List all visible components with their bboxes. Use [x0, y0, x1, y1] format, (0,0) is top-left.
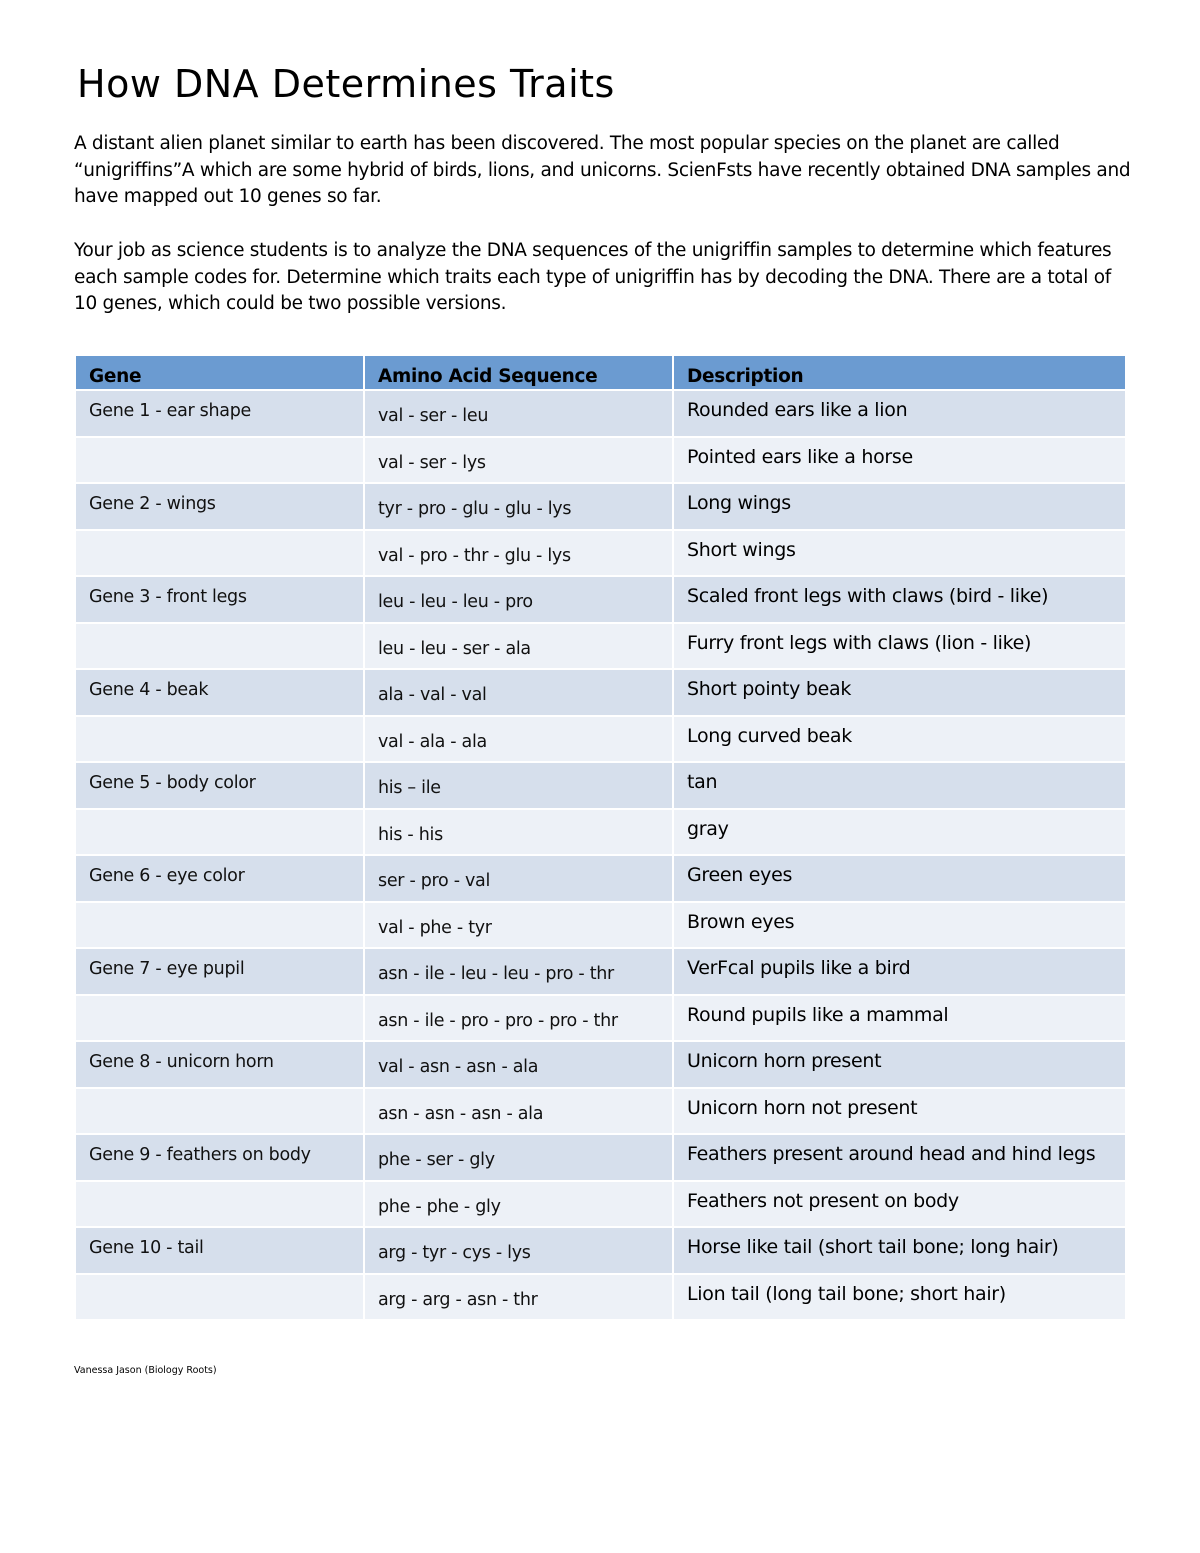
description-cell: Feathers present around head and hind legs	[674, 1135, 1125, 1180]
description-cell: VerFcal pupils like a bird	[674, 949, 1125, 994]
sequence-cell: val - phe - tyr	[365, 903, 672, 948]
gene-cell: Gene 7 - eye pupil	[76, 949, 363, 994]
gene-cell	[76, 1089, 363, 1134]
sequence-cell: asn - ile - pro - pro - pro - thr	[365, 996, 672, 1041]
footer-credit: Vanessa Jason (Biology Roots)	[74, 1365, 217, 1376]
description-cell: Unicorn horn present	[674, 1042, 1125, 1087]
description-cell: Green eyes	[674, 856, 1125, 901]
header-gene: Gene	[76, 356, 363, 389]
description-cell: tan	[674, 763, 1125, 808]
gene-cell: Gene 6 - eye color	[76, 856, 363, 901]
sequence-cell: phe - phe - gly	[365, 1182, 672, 1227]
sequence-cell: asn - ile - leu - leu - pro - thr	[365, 949, 672, 994]
table-row	[76, 391, 1125, 436]
gene-cell: Gene 2 - wings	[76, 484, 363, 529]
description-cell: Horse like tail (short tail bone; long hair)	[674, 1228, 1125, 1273]
table-row	[76, 577, 1125, 622]
sequence-cell: ala - val - val	[365, 670, 672, 715]
sequence-cell: val - ala - ala	[365, 717, 672, 762]
intro-paragraph-1: A distant alien planet similar to earth has been discovered. The most popular species on the planet are called “unigriffins”A which are some hybrid of birds, lions, and unicorns. ScienFsts have recently obtained DNA samples and have mapped out 10 genes so far.	[74, 133, 1131, 207]
table-row	[76, 903, 1125, 948]
description-cell: Short wings	[674, 531, 1125, 576]
header-amino-acid-sequence: Amino Acid Sequence	[365, 356, 672, 389]
sequence-cell: leu - leu - leu - pro	[365, 577, 672, 622]
table-row	[76, 717, 1125, 762]
description-cell: Rounded ears like a lion	[674, 391, 1125, 436]
description-cell: Short pointy beak	[674, 670, 1125, 715]
description-cell: Lion tail (long tail bone; short hair)	[674, 1275, 1125, 1320]
gene-cell: Gene 3 - front legs	[76, 577, 363, 622]
gene-cell	[76, 624, 363, 669]
table-body	[76, 391, 1125, 1319]
sequence-cell: arg - arg - asn - thr	[365, 1275, 672, 1320]
table-row	[76, 1042, 1125, 1087]
intro-paragraph-2: Your job as science students is to analyze the DNA sequences of the unigriffin samples to determine which features each sample codes for. Determine which traits each type of unigriffin has by decoding the DNA. There are a total of 10 genes, which could be two possible versions.	[74, 240, 1112, 314]
description-cell: Round pupils like a mammal	[674, 996, 1125, 1041]
table-row	[76, 1135, 1125, 1180]
table-header-row	[76, 356, 1125, 389]
sequence-cell: leu - leu - ser - ala	[365, 624, 672, 669]
gene-cell: Gene 5 - body color	[76, 763, 363, 808]
gene-cell: Gene 4 - beak	[76, 670, 363, 715]
gene-cell	[76, 903, 363, 948]
table-row	[76, 438, 1125, 483]
gene-cell	[76, 717, 363, 762]
table-row	[76, 484, 1125, 529]
header-description: Description	[674, 356, 1125, 389]
table-row	[76, 1275, 1125, 1320]
sequence-cell: val - asn - asn - ala	[365, 1042, 672, 1087]
sequence-cell: asn - asn - asn - ala	[365, 1089, 672, 1134]
table-row	[76, 996, 1125, 1041]
sequence-cell: val - ser - leu	[365, 391, 672, 436]
sequence-cell: phe - ser - gly	[365, 1135, 672, 1180]
table-row	[76, 810, 1125, 855]
gene-cell	[76, 1275, 363, 1320]
gene-cell	[76, 531, 363, 576]
sequence-cell: his - his	[365, 810, 672, 855]
table-row	[76, 949, 1125, 994]
table-row	[76, 1228, 1125, 1273]
table-row	[76, 856, 1125, 901]
gene-cell: Gene 9 - feathers on body	[76, 1135, 363, 1180]
sequence-cell: ser - pro - val	[365, 856, 672, 901]
gene-cell	[76, 996, 363, 1041]
description-cell: Unicorn horn not present	[674, 1089, 1125, 1134]
description-cell: Pointed ears like a horse	[674, 438, 1125, 483]
description-cell: Brown eyes	[674, 903, 1125, 948]
description-cell: Scaled front legs with claws (bird - like)	[674, 577, 1125, 622]
sequence-cell: arg - tyr - cys - lys	[365, 1228, 672, 1273]
table-row	[76, 763, 1125, 808]
gene-cell	[76, 438, 363, 483]
description-cell: Feathers not present on body	[674, 1182, 1125, 1227]
table-row	[76, 1089, 1125, 1134]
table-row	[76, 1182, 1125, 1227]
gene-cell	[76, 1182, 363, 1227]
description-cell: Long wings	[674, 484, 1125, 529]
gene-cell	[76, 810, 363, 855]
sequence-cell: val - ser - lys	[365, 438, 672, 483]
table-row	[76, 624, 1125, 669]
gene-cell: Gene 1 - ear shape	[76, 391, 363, 436]
description-cell: Long curved beak	[674, 717, 1125, 762]
description-cell: Furry front legs with claws (lion - like)	[674, 624, 1125, 669]
description-cell: gray	[674, 810, 1125, 855]
page-title: How DNA Determines Traits	[77, 62, 615, 106]
sequence-cell: tyr - pro - glu - glu - lys	[365, 484, 672, 529]
table-row	[76, 670, 1125, 715]
gene-cell: Gene 8 - unicorn horn	[76, 1042, 363, 1087]
sequence-cell: his – ile	[365, 763, 672, 808]
gene-table	[74, 354, 1127, 1321]
sequence-cell: val - pro - thr - glu - lys	[365, 531, 672, 576]
table-row	[76, 531, 1125, 576]
gene-cell: Gene 10 - tail	[76, 1228, 363, 1273]
